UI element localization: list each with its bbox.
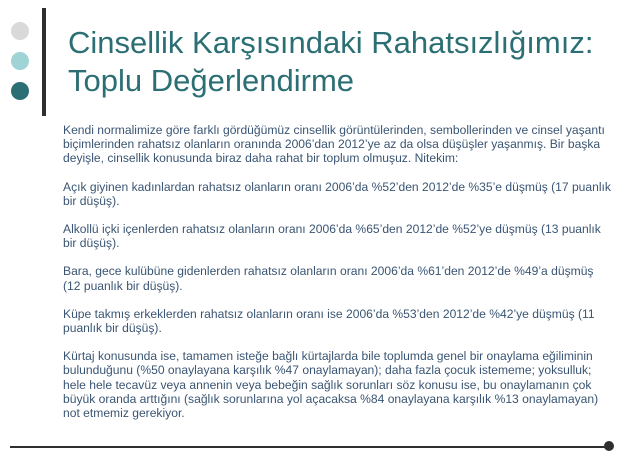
finding-paragraph-women: Açık giyinen kadınlardan rahatsız olanların oranı 2006’da %52’den 2012’de %35’e düşmüş (17 puanlık bir düşüş). bbox=[63, 179, 611, 208]
slide-body bbox=[63, 123, 611, 434]
decorative-dots bbox=[11, 22, 31, 112]
slide-title-line-1: Cinsellik Karşısındaki Rahatsızlığımız: bbox=[68, 25, 594, 60]
finding-paragraph-alcohol: Alkollü içki içenlerden rahatsız olanların oranı 2006’da %65’den 2012’de %52’ye düşmüş (13 puanlık bir düşüş). bbox=[63, 222, 601, 251]
intro-paragraph: Kendi normalimize göre farklı gördüğümüz cinsellik görüntülerinden, sembollerinden ve cinsel yaşantı biçimlerinden rahatsız olanların oranında 2006’dan 2012’ye az da olsa düşüşler yaşanmış. Bir başka deyişle, cinsellik konusunda biraz daha rahat bir toplum olmuşuz. Nitekim: bbox=[63, 123, 605, 166]
finding-paragraph-nightclub: Bara, gece kulübüne gidenlerden rahatsız olanların oranı 2006’da %61’den 2012’de %49’a düşmüş (12 puanlık bir düşüş). bbox=[63, 264, 594, 293]
slide-title bbox=[68, 24, 608, 100]
slide-title-line-2: Toplu Değerlendirme bbox=[68, 63, 355, 98]
light-gray-dot bbox=[11, 22, 29, 40]
finding-paragraph-abortion: Kürtaj konusunda ise, tamamen isteğe bağlı kürtajlarda bile toplumda genel bir onaylama eğiliminin bulunduğunu (%50 onaylayana karşılık %47 onaylamayan); daha fazla çocuk istememe; yoksulluk; hele hele tecavüz veya annenin veya bebeğin sağlık sorunları söz konusu ise, bu onaylamanın çok büyük oranda arttığını (sağlık sorunlarına yol açacaksa %84 onaylayana karşılık %13 onaylamayan) not etmemiz gerekiyor. bbox=[63, 349, 599, 421]
finding-paragraph-earring: Küpe takmış erkeklerden rahatsız olanların oranı ise 2006’da %53’den 2012’de %42’ye düşmüş (11 puanlık bir düşüş). bbox=[63, 306, 595, 336]
light-teal-dot bbox=[11, 52, 29, 70]
dark-teal-dot bbox=[11, 82, 29, 100]
title-divider-line bbox=[42, 8, 46, 116]
footer-rule bbox=[10, 446, 610, 448]
footer-rule-end-dot bbox=[604, 441, 614, 451]
